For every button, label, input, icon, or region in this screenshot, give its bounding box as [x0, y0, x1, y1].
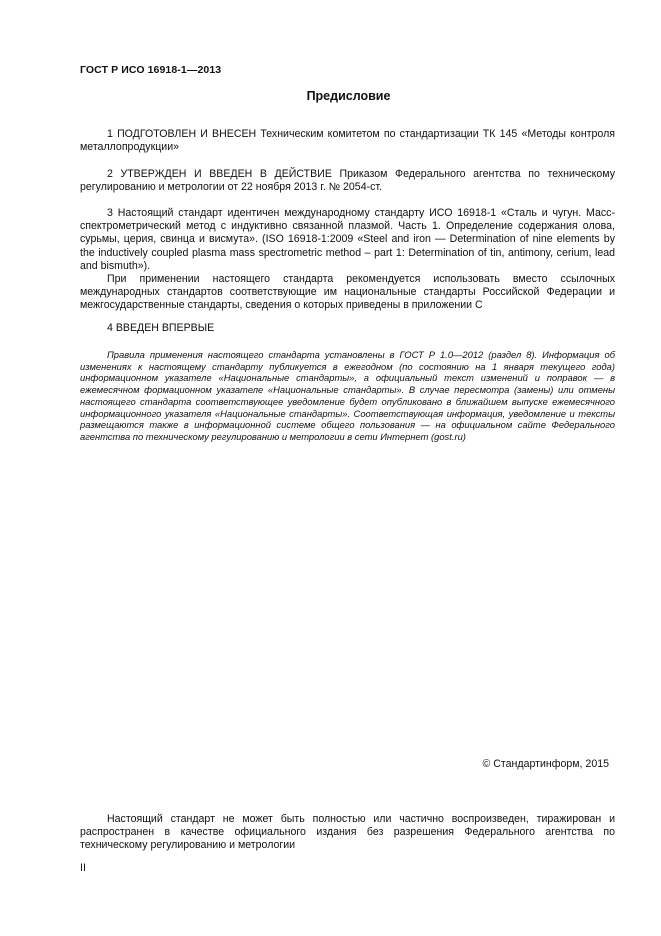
document-code: ГОСТ Р ИСО 16918-1—2013	[80, 64, 222, 76]
reproduction-notice-text: Настоящий стандарт не может быть полностью или частично воспроизведен, тиражирован и распространен в качестве официального издания без разрешения Федерального агентства по техническому регулированию и метрологии	[80, 813, 615, 852]
page-title: Предисловие	[306, 89, 391, 103]
section-2	[80, 168, 615, 194]
section-1	[80, 128, 615, 154]
copyright-line: © Стандартинформ, 2015	[482, 758, 609, 770]
application-note	[80, 349, 615, 443]
section-3-extra-text: При применении настоящего стандарта рекомендуется использовать вместо ссылочных международных стандартов соответствующие им национальные стандарты Российской Федерации и межгосударственные стандарты, сведения о которых приведены в приложении С	[80, 273, 615, 312]
page-number: II	[80, 862, 86, 874]
section-1-text: 1 ПОДГОТОВЛЕН И ВНЕСЕН Техническим комитетом по стандартизации ТК 145 «Методы контроля металлопродукции»	[80, 128, 615, 154]
section-4-text: 4 ВВЕДЕН ВПЕРВЫЕ	[107, 322, 215, 334]
section-3	[80, 207, 615, 313]
application-note-text: Правила применения настоящего стандарта установлены в ГОСТ Р 1.0—2012 (раздел 8). Информация об изменениях к настоящему стандарту публикуется в ежегодном (по состоянию на 1 января текущего года) информационном указателе «Национальные стандарты», а официальный текст изменений и поправок — в ежемесячном формационном указателе «Национальные стандарты». В случае пересмотра (замены) или отмены настоящего стандарта соответствующее уведомление будет опубликовано в ближайшем выпуске ежемесячного информационного указателя «Национальные стандарты». Соответствующая информация, уведомление и тексты размещаются также в информационной системе общего пользования — на официальном сайте Федерального агентства по техническому регулированию и метрологии в сети Интернет (gost.ru)	[80, 349, 615, 442]
section-4	[80, 322, 615, 335]
section-2-text: 2 УТВЕРЖДЕН И ВВЕДЕН В ДЕЙСТВИЕ Приказом Федерального агентства по техническому регулированию и метрологии от 22 ноября 2013 г. № 2054-ст.	[80, 168, 615, 194]
section-3-text: 3 Настоящий стандарт идентичен международному стандарту ИСО 16918-1 «Сталь и чугун. Масс-спектрометрический метод с индуктивно связанной плазмой. Часть 1. Определение содержания олова, сурьмы, церия, свинца и висмута». (ISO 16918-1:2009 «Steel and iron — Determination of nine elements by the inductively coupled plasma mass spectrometric method – part 1: Determination of tin, antimony, cerium, lead and bismuth»).	[80, 207, 615, 272]
reproduction-notice	[80, 813, 615, 853]
